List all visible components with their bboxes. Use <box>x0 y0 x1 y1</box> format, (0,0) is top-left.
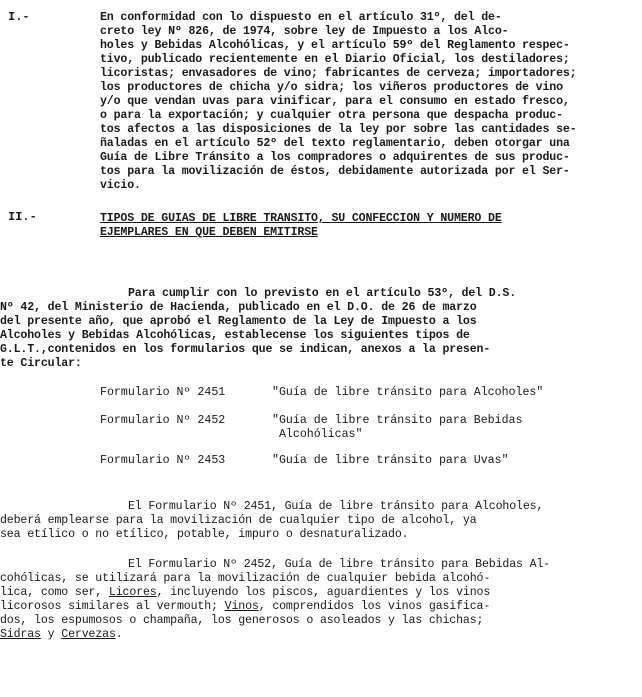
section-2-heading-line: TIPOS DE GUIAS DE LIBRE TRANSITO, SU CONFECCION Y NUMERO DE <box>100 212 502 225</box>
paragraph-line: sea etílico o no etílico, potable, impuro o desnaturalizado. <box>0 528 409 541</box>
section-1-line: tos afectos a las disposiciones de la ley por sobre las cantidades se- <box>100 123 577 136</box>
text-run: lica, como ser, <box>0 586 109 599</box>
text-run: licorosos similares al vermouth; <box>0 600 225 613</box>
section-1-line: y/o que vendan uvas para vinificar, para el consumo en estado fresco, <box>100 95 570 108</box>
paragraph-line: El Formulario Nº 2452, Guía de libre tránsito para Bebidas Al- <box>128 558 551 571</box>
section-1-line: Guía de Libre Tránsito a los compradores o adquirentes de sus produc- <box>100 151 570 164</box>
form-description: "Guía de libre tránsito para Bebidas <box>272 414 523 427</box>
section-1-line: creto ley Nº 826, de 1974, sobre ley de Impuesto a los Alco- <box>100 25 509 38</box>
section-1-line: En conformidad con lo dispuesto en el artículo 31º, del de- <box>100 11 502 24</box>
text-run: , incluyendo los piscos, aguardientes y los vinos <box>156 586 491 599</box>
form-description: Alcohólicas" <box>272 428 363 441</box>
form-description: "Guía de libre tránsito para Uvas" <box>272 454 509 467</box>
intro-line: G.L.T.,contenidos en los formularios que se indican, anexos a la presen- <box>0 343 491 356</box>
text-run: y <box>40 628 62 641</box>
paragraph-line <box>0 628 123 642</box>
underlined-term-cervezas: Cervezas <box>61 628 116 641</box>
intro-line: Para cumplir con lo previsto en el artículo 53º, del D.S. <box>128 287 517 300</box>
section-1-line: los productores de chicha y/o sidra; los viñeros productores de vino <box>100 81 563 94</box>
intro-line: te Circular: <box>0 357 82 370</box>
section-1-line: licoristas; envasadores de vino; fabricantes de cerveza; importadores; <box>100 67 577 80</box>
underlined-term-sidras: Sidras <box>0 628 41 641</box>
text-run: , comprendidos los vinos gasifica- <box>258 600 491 613</box>
intro-line: Nº 42, del Ministerio de Hacienda, publicado en el D.O. de 26 de marzo <box>0 301 477 314</box>
form-label: Formulario Nº 2451 <box>100 386 226 399</box>
section-2-number: II.- <box>8 210 37 224</box>
paragraph-line: dos, los espumosos o champaña, los generosos o asoleados y las chichas; <box>0 614 484 627</box>
paragraph-line: El Formulario Nº 2451, Guía de libre tránsito para Alcoholes, <box>128 500 544 513</box>
underlined-term-licores: Licores <box>108 586 157 599</box>
text-run: . <box>115 628 123 641</box>
section-1-line: vicio. <box>100 179 141 192</box>
underlined-term-vinos: Vinos <box>224 600 259 613</box>
paragraph-line <box>0 586 490 600</box>
section-1-line: tos para la movilización de éstos, debidamente autorizada por el Ser- <box>100 165 570 178</box>
section-1-line: o para la exportación; y cualquier otra persona que despacha produc- <box>100 109 563 122</box>
paragraph-line: deberá emplearse para la movilización de cualquier tipo de alcohol, ya <box>0 514 477 527</box>
paragraph-line: cohólicas, se utilizará para la movilización de cualquier bebida alcohó- <box>0 572 491 585</box>
intro-line: Alcoholes y Bebidas Alcohólicas, establecense los siguientes tipos de <box>0 329 470 342</box>
form-label: Formulario Nº 2452 <box>100 414 226 427</box>
section-1-line: holes y Bebidas Alcohólicas, y el artículo 59º del Reglamento respec- <box>100 39 570 52</box>
section-1-line: ñaladas en el artículo 52º del texto reglamentario, deben otorgar una <box>100 137 570 150</box>
intro-line: del presente año, que aprobó el Reglamento de la Ley de Impuesto a los <box>0 315 477 328</box>
form-description: "Guía de libre tránsito para Alcoholes" <box>272 386 544 399</box>
form-label: Formulario Nº 2453 <box>100 454 226 467</box>
section-1-number: I.- <box>8 10 30 24</box>
section-2-heading-line: EJEMPLARES EN QUE DEBEN EMITIRSE <box>100 226 318 239</box>
section-1-line: tivo, publicado recientemente en el Diario Oficial, los destiladores; <box>100 53 570 66</box>
paragraph-line <box>0 600 490 614</box>
